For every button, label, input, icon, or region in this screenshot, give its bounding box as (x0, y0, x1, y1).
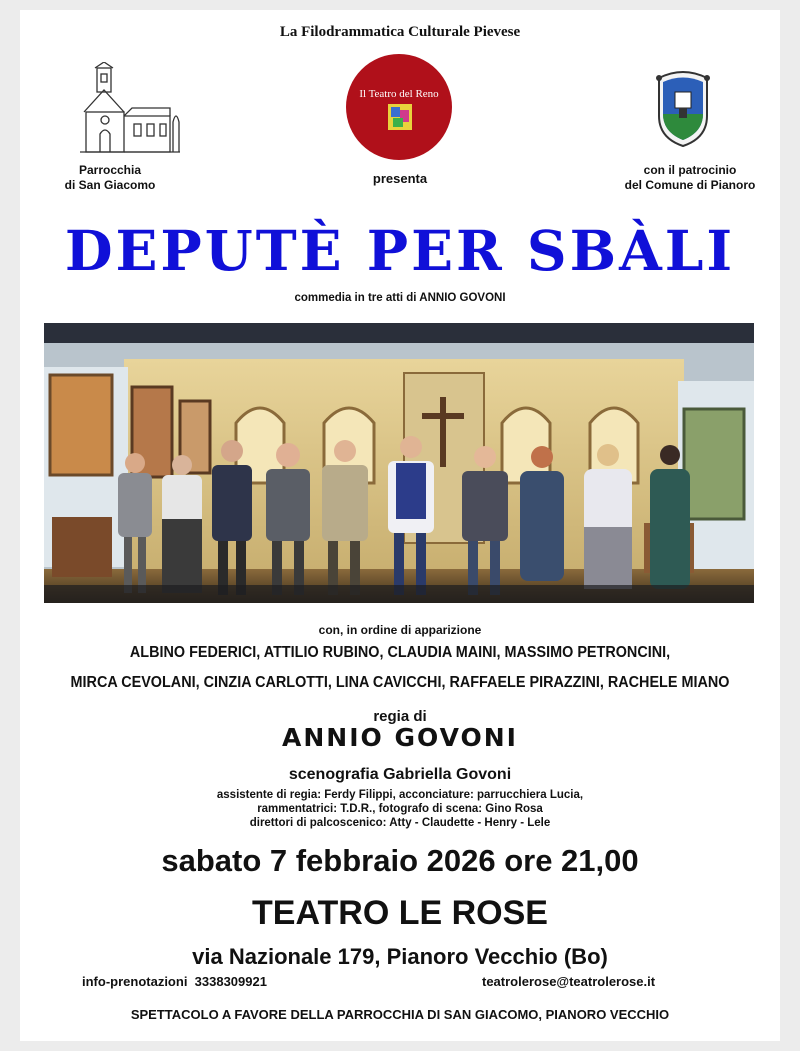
patronage-caption-line1: con il patrocinio (643, 163, 737, 177)
event-venue: TEATRO LE ROSE (252, 894, 548, 932)
poster (20, 10, 780, 1041)
benefit-footer: SPETTACOLO A FAVORE DELLA PARROCCHIA DI SAN GIACOMO, PIANORO VECCHIO (130, 1007, 670, 1022)
church-drawing-icon (80, 62, 180, 154)
theatre-logo-text: Il Teatro del Reno (359, 88, 439, 100)
municipal-crest-icon (653, 68, 713, 148)
director-name: ANNIO GOVONI (282, 723, 518, 752)
patronage-caption (600, 163, 780, 193)
organizer-heading: La Filodrammatica Culturale Pievese (279, 24, 521, 40)
cast-line-1: ALBINO FEDERICI, ATTILIO RUBINO, CLAUDIA MAINI, MASSIMO PETRONCINI, (129, 644, 671, 661)
event-address: via Nazionale 179, Pianoro Vecchio (Bo) (192, 944, 608, 969)
show-subtitle: commedia in tre atti di ANNIO GOVONI (294, 292, 506, 304)
stage-photo (44, 323, 754, 603)
cast-line-2: MIRCA CEVOLANI, CINZIA CARLOTTI, LINA CAVICCHI, RAFFAELE PIRAZZINI, RACHELE MIANO (70, 674, 730, 691)
crew-credits (20, 788, 780, 830)
crew-credits-line2: rammentatrici: T.D.R., fotografo di scena: Gino Rosa (257, 803, 543, 815)
booking-phone: info-prenotazioni 3338309921 (82, 974, 267, 989)
parish-caption-line1: Parrocchia (78, 163, 142, 177)
parish-caption (40, 163, 180, 193)
crew-credits-line3: direttori di palcoscenico: Atty - Claudette - Henry - Lele (249, 817, 551, 829)
cast-intro: con, in ordine di apparizione (318, 623, 482, 637)
event-date: sabato 7 febbraio 2026 ore 21,00 (161, 843, 639, 878)
scenography-credit: scenografia Gabriella Govoni (288, 766, 512, 783)
crew-credits-line1: assistente di regia: Ferdy Filippi, acconciature: parrucchiera Lucia, (216, 789, 584, 801)
booking-email: teatrolerose@teatrolerose.it (482, 974, 656, 989)
presenta-label: presenta (372, 171, 428, 186)
show-title: DEPUTÈ PER SBÀLI (64, 218, 736, 283)
theatre-mask-icon (388, 104, 412, 130)
direction-label: regia di (373, 708, 427, 725)
patronage-caption-line2: del Comune di Pianoro (624, 178, 756, 192)
parish-caption-line2: di San Giacomo (64, 178, 156, 192)
